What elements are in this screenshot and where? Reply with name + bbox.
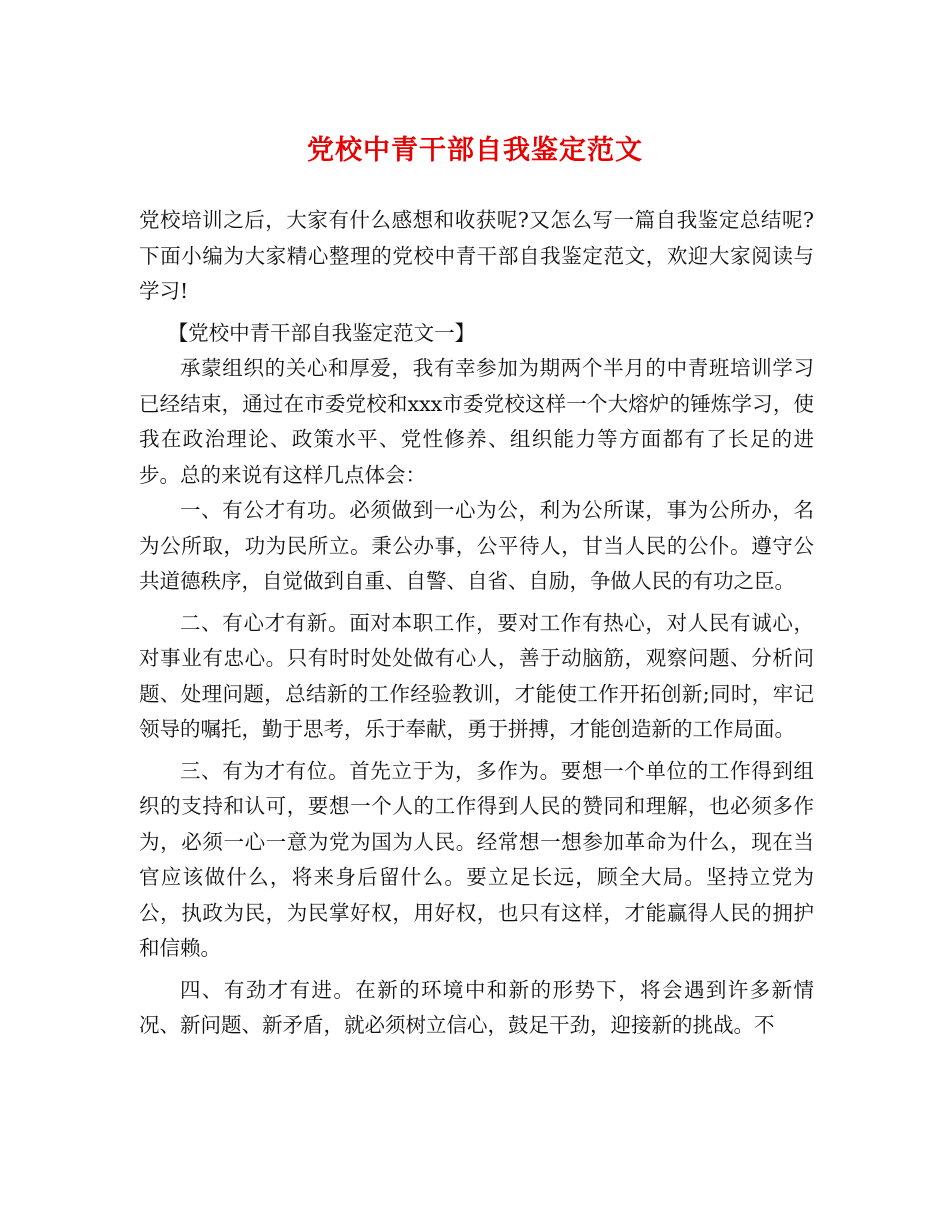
section-heading: 【党校中青干部自我鉴定范文一】 xyxy=(167,320,476,345)
body-paragraph-3: 二、有心才有新。面对本职工作，要对工作有热心，对人民有诚心，对事业有忠心。只有时时处处做有心人，善于动脑筋，观察问题、分析问题、处理问题，总结新的工作经验教训，才能使工作开拓创新;同时，牢记领导的嘱托，勤于思考，乐于奉献，勇于拼搏，才能创造新的工作局面。 xyxy=(139,610,814,741)
body-paragraph-5: 四、有劲才有进。在新的环境中和新的形势下，将会遇到许多新情况、新问题、新矛盾，就必须树立信心，鼓足干劲，迎接新的挑战。不 xyxy=(139,977,814,1037)
document-body xyxy=(139,203,814,1044)
body-paragraph-2: 一、有公才有功。必须做到一心为公，利为公所谋，事为公所办，名为公所取，功为民所立。秉公办事，公平待人，甘当人民的公仆。遵守公共道德秩序，自觉做到自重、自警、自省、自励，争做人民的有功之臣。 xyxy=(139,498,814,593)
body-paragraph-1: 承蒙组织的关心和厚爱，我有幸参加为期两个半月的中青班培训学习已经结束，通过在市委党校和xxx市委党校这样一个大熔炉的锤炼学习，使我在政治理论、政策水平、党性修养、组织能力等方面都有了长足的进步。总的来说有这样几点体会： xyxy=(139,356,814,487)
document-title: 党校中青干部自我鉴定范文 xyxy=(307,135,643,166)
intro-paragraph: 党校培训之后，大家有什么感想和收获呢?又怎么写一篇自我鉴定总结呢?下面小编为大家精心整理的党校中青干部自我鉴定范文，欢迎大家阅读与学习! xyxy=(139,208,814,303)
body-paragraph-4: 三、有为才有位。首先立于为，多作为。要想一个单位的工作得到组织的支持和认可，要想一个人的工作得到人民的赞同和理解，也必须多作为，必须一心一意为党为国为人民。经常想一想参加革命为什么，现在当官应该做什么，将来身后留什么。要立足长远，顾全大局。坚持立党为公，执政为民，为民掌好权，用好权，也只有这样，才能赢得人民的拥护和信赖。 xyxy=(139,758,814,960)
